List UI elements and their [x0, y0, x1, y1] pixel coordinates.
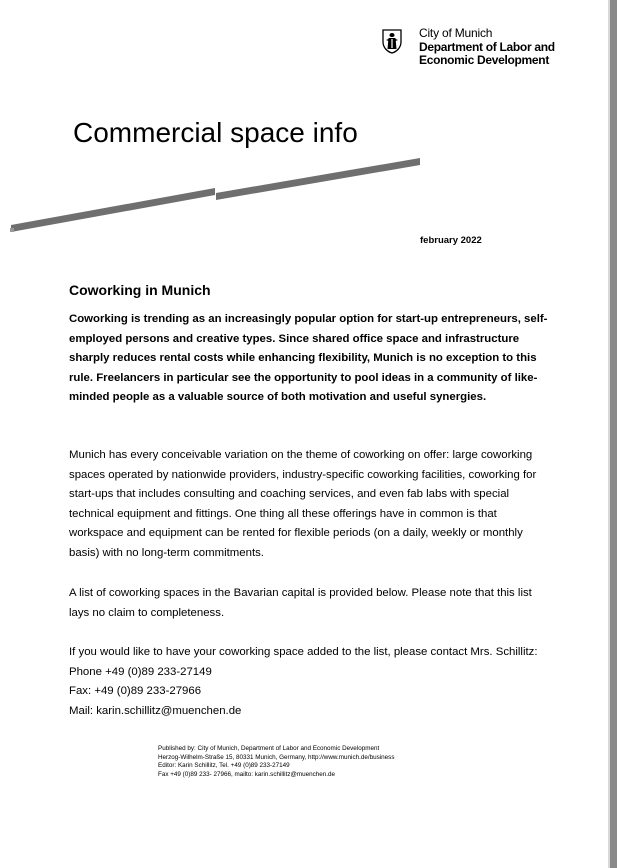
footer-publisher: Published by: City of Munich, Department of Labor and Economic Development: [158, 745, 380, 752]
footer-fax-mail: Fax +49 (0)89 233- 27966, mailto: karin.schillitz@muenchen.de: [158, 770, 336, 778]
contact-phone: Phone +49 (0)89 233-27149: [69, 665, 212, 678]
org-city-name: City of Munich: [419, 26, 493, 40]
org-department-line1: Department of Labor and: [419, 40, 555, 54]
diagonal-bar-left: [11, 188, 215, 232]
publisher-footer: [158, 745, 394, 779]
contact-mail-link[interactable]: Mail: karin.schillitz@muenchen.de: [69, 704, 242, 717]
munich-crest-icon: [381, 28, 403, 54]
footer-address: Herzog-Wilhelm-Straße 15, 80331 Munich, Germany, http://www.munich.de/business: [158, 753, 395, 761]
contact-fax: Fax: +49 (0)89 233-27966: [69, 685, 202, 698]
contact-intro: If you would like to have your coworking space added to the list, please contact Mrs. Schillitz:: [69, 646, 538, 658]
document-date: february 2022: [420, 235, 482, 246]
body-paragraph-list-note: A list of coworking spaces in the Bavarian capital is provided below. Please note that this list lays no claim to completeness.: [69, 587, 532, 619]
bar-shadow-left: [10, 228, 14, 232]
org-department-line2: Economic Development: [419, 53, 550, 67]
section-heading: Coworking in Munich: [69, 282, 211, 298]
page-edge-shadow: [610, 0, 617, 868]
lead-paragraph: Coworking is trending as an increasingly popular option for start-up entrepreneurs, self-employed persons and creative types. Since shared office space and infrastructure sharply reduces rental costs while enhancing flexibility, Munich is no exception to this rule. Freelancers in particular see the opportunity to pool ideas in a community of like-minded people as a valuable source of both motivation and useful synergies.: [69, 313, 548, 404]
header-logo-block: [381, 27, 606, 69]
contact-block: [69, 643, 549, 721]
body-paragraph-variations: Munich has every conceivable variation on the theme of coworking on offer: large coworking spaces operated by nationwide providers, industry-specific coworking facilities, coworking for start-ups that includes consulting and coaching services, and even fab labs with special technical equipment and fittings. One thing all these offerings have in common is that workspace and equipment can be rented for flexible periods (on a daily, weekly or monthly basis) with no long-term commitments.: [69, 449, 537, 559]
footer-editor: Editor: Karin Schillitz, Tel. +49 (0)89 233-27149: [158, 762, 290, 770]
diagonal-bar-right: [216, 158, 420, 200]
document-title: Commercial space info: [73, 117, 358, 148]
decorative-diagonal-bars: [0, 150, 430, 240]
